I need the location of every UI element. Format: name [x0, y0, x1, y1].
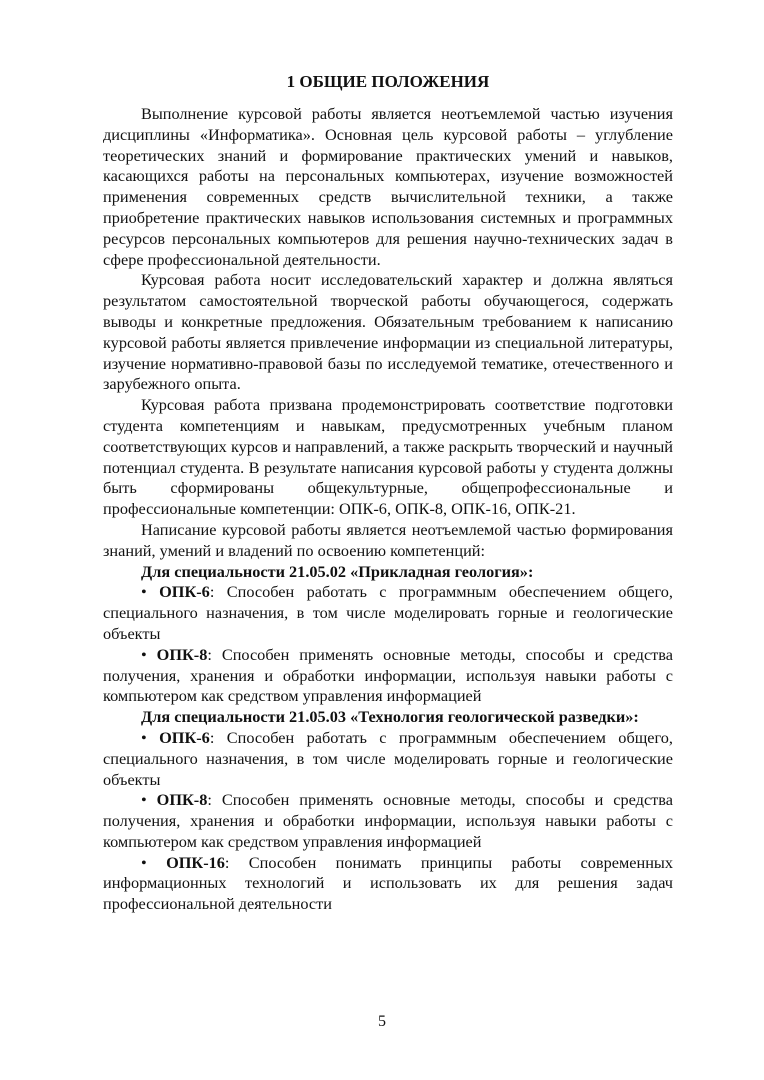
competency-item	[103, 853, 673, 915]
bullet: •	[141, 582, 160, 602]
competency-text: : Способен работать с программным обеспечением общего, специального назначения, в том числе моделировать горные и геологические объекты	[103, 727, 673, 789]
paragraph-intro: Выполнение курсовой работы является неотъемлемой частью изучения дисциплины «Информатика». Основная цель курсовой работы – углубление теоретических знаний и формирование практических умений и навыков, касающихся работы на персональных компьютерах, изучение возможностей применения современных средств вычислительной техники, а также приобретение практических навыков использования системных и программных ресурсов персональных компьютеров для решения научно-технических задач в сфере профессиональной деятельности.	[103, 104, 673, 269]
section-title: 1 ОБЩИЕ ПОЛОЖЕНИЯ	[286, 72, 490, 91]
competency-item	[103, 645, 673, 707]
competency-text: : Способен применять основные методы, способы и средства получения, хранения и обработки информации, используя навыки работы с компьютером как средством управления информацией	[103, 644, 673, 706]
competency-item	[103, 728, 673, 790]
competency-text: : Способен работать с программным обеспечением общего, специального назначения, в том числе моделировать горные и геологические объекты	[103, 582, 673, 643]
paragraph-research: Курсовая работа носит исследовательский характер и должна являться результатом самостоятельной творческой работы обучающегося, содержать выводы и конкретные предложения. Обязательным требованием к написанию курсовой работы является привлечение информации из специальной литературы, изучение нормативно-правовой базы по исследуемой тематике, отечественного и зарубежного опыта.	[103, 270, 673, 394]
competency-code: ОПК-16	[166, 852, 225, 872]
competency-item	[103, 582, 673, 644]
competency-item	[103, 790, 673, 852]
bullet: •	[141, 644, 157, 664]
page-content	[103, 70, 673, 915]
competency-code: ОПК-6	[159, 582, 210, 602]
competency-text: : Способен понимать принципы работы современных информационных технологий и использовать их для решения задач профессиональной деятельности	[103, 852, 673, 914]
specialty-heading-applied-geology: Для специальности 21.05.02 «Прикладная геология»:	[141, 561, 534, 581]
competency-text: : Способен применять основные методы, способы и средства получения, хранения и обработки информации, используя навыки работы с компьютером как средством управления информацией	[103, 790, 673, 851]
bullet: •	[141, 790, 157, 810]
specialty-heading-exploration-technology: Для специальности 21.05.03 «Технология геологической разведки»:	[141, 707, 639, 727]
competency-code: ОПК-6	[159, 727, 210, 747]
paragraph-formation: Написание курсовой работы является неотъемлемой частью формирования знаний, умений и владений по освоению компетенций:	[103, 519, 673, 560]
page-number: 5	[378, 1013, 386, 1030]
competency-code: ОПК-8	[156, 644, 208, 664]
bullet: •	[141, 852, 167, 872]
competency-code: ОПК-8	[156, 790, 208, 810]
bullet: •	[141, 727, 160, 747]
paragraph-competencies: Курсовая работа призвана продемонстрировать соответствие подготовки студента компетенциям и навыкам, предусмотренных учебным планом соответствующих курсов и направлений, а также раскрыть творческий и научный потенциал студента. В результате написания курсовой работы у студента должны быть сформированы общекультурные, общепрофессиональные и профессиональные компетенции: ОПК-6, ОПК-8, ОПК-16, ОПК-21.	[103, 395, 673, 519]
